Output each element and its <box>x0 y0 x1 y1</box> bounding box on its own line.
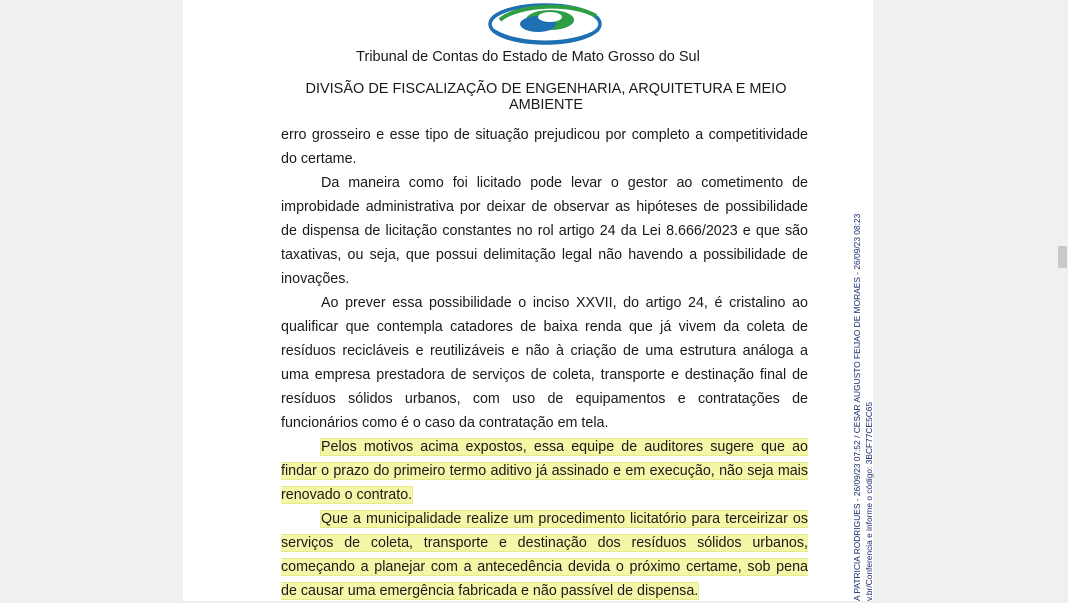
watermark-line-1: A PATRICIA RODRIGUES - 26/09/23 07:52 / CESAR AUGUSTO FEIJAO DE MORAES - 26/09/23 08:23 <box>852 213 862 601</box>
paragraph-3: Ao prever essa possibilidade o inciso XXVII, do artigo 24, é cristalino ao qualificar que contempla catadores de baixa renda que já vivem da coleta de resíduos recicláveis e reutilizáveis e não à criação de uma estrutura análoga a uma empresa prestadora de serviços de coleta, transporte e destinação final de resíduos sólidos urbanos, com uso de equipamentos e contratações de funcionários como é o caso da contratação em tela. <box>281 295 808 431</box>
highlight-span: Que a municipalidade realize um procedimento licitatório para terceirizar os serviços de coleta, transporte e destinação dos resíduos sólidos urbanos, começando a planejar com a antecedência devida o próximo certame, sob pena de causar uma emergência fabricada e não passível de dispensa. <box>281 511 808 599</box>
paragraph-1: erro grosseiro e esse tipo de situação prejudicou por completo a competitividade do certame. <box>281 127 808 167</box>
scrollbar[interactable] <box>1056 0 1068 601</box>
document-page <box>183 0 873 601</box>
highlight-span: Pelos motivos acima expostos, essa equipe de auditores sugere que ao findar o prazo do primeiro termo aditivo já assinado e em execução, não seja mais renovado o contrato. <box>281 439 808 503</box>
watermark-line-2: v.br/Conferencia e informe o código: 3BCF77CE5C65 <box>864 401 874 601</box>
document-body <box>281 123 808 603</box>
division-title: DIVISÃO DE FISCALIZAÇÃO DE ENGENHARIA, ARQUITETURA E MEIO AMBIENTE <box>305 81 787 113</box>
paragraph-5-highlighted <box>281 507 808 603</box>
paragraph-2: Da maneira como foi licitado pode levar o gestor ao cometimento de improbidade administrativa por deixar de observar as hipóteses de possibilidade de dispensa de licitação constantes no rol artigo 24 da Lei 8.666/2023 e que são taxativas, ou seja, que possui delimitação legal não havendo a possibilidade de inovações. <box>281 175 808 287</box>
org-name: Tribunal de Contas do Estado de Mato Grosso do Sul <box>356 49 700 65</box>
paragraph-4-highlighted <box>281 435 808 507</box>
tce-ms-logo <box>488 0 603 46</box>
signature-watermark <box>851 161 879 601</box>
scrollbar-thumb[interactable] <box>1058 246 1067 268</box>
